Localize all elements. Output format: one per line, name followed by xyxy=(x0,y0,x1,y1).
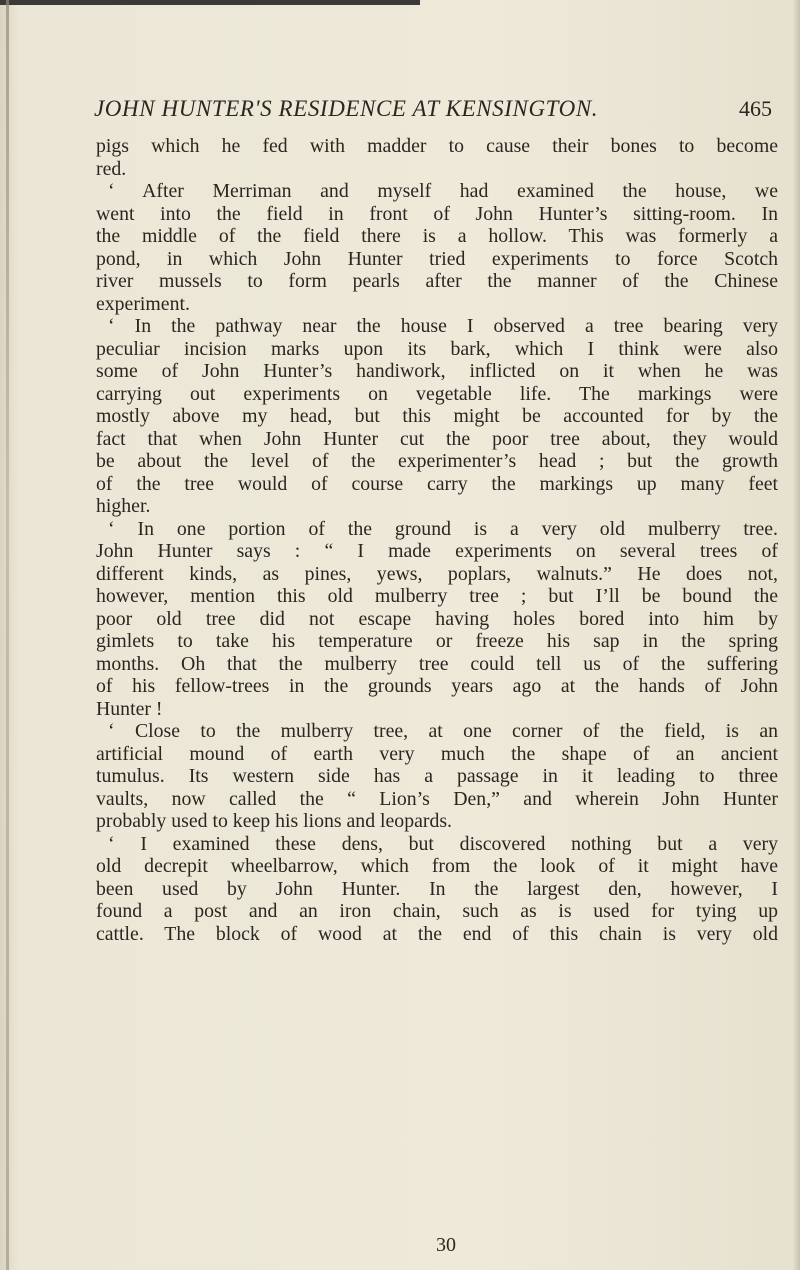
page-gutter-edge xyxy=(6,0,9,1270)
text-line: of his fellow-trees in the grounds years ago at the hands of John xyxy=(96,675,778,697)
text-line: mostly above my head, but this might be accounted for by the xyxy=(96,405,778,427)
top-border-rule xyxy=(0,0,420,5)
running-title: JOHN HUNTER'S RESIDENCE AT KENSINGTON. xyxy=(94,96,599,121)
text-line: gimlets to take his temperature or freeze his sap in the spring xyxy=(96,630,778,652)
text-line: been used by John Hunter. In the largest den, however, I xyxy=(96,877,778,900)
text-line: peculiar incision marks upon its bark, which I think were also xyxy=(96,337,778,360)
text-line: carrying out experiments on vegetable life. The markings were xyxy=(96,382,778,405)
text-line: the middle of the field there is a hollow. This was formerly a xyxy=(96,225,778,247)
page-right-edge xyxy=(794,0,800,1270)
text-line: be about the level of the experimenter’s head ; but the growth xyxy=(96,450,778,472)
text-line: ‘ In one portion of the ground is a very old mulberry tree. xyxy=(108,517,778,540)
text-line: tumulus. Its western side has a passage in it leading to three xyxy=(96,765,778,787)
text-line: experiment. xyxy=(96,292,190,315)
text-line: cattle. The block of wood at the end of this chain is very old xyxy=(96,922,778,945)
signature-mark: 30 xyxy=(436,1234,456,1256)
text-line: fact that when John Hunter cut the poor tree about, they would xyxy=(96,427,778,450)
body-text xyxy=(96,135,778,945)
text-line: went into the field in front of John Hunter’s sitting-room. In xyxy=(96,202,778,225)
text-line: ‘ After Merriman and myself had examined the house, we xyxy=(108,180,778,202)
text-line: poor old tree did not escape having holes bored into him by xyxy=(96,607,778,630)
text-line: higher. xyxy=(96,495,151,517)
text-line: Hunter ! xyxy=(96,697,163,720)
text-line: some of John Hunter’s handiwork, inflicted on it when he was xyxy=(96,360,778,382)
text-line: of the tree would of course carry the markings up many feet xyxy=(96,472,778,495)
text-line: ‘ I examined these dens, but discovered nothing but a very xyxy=(108,832,778,855)
text-line: pond, in which John Hunter tried experiments to force Scotch xyxy=(96,247,778,270)
text-line: old decrepit wheelbarrow, which from the look of it might have xyxy=(96,855,778,877)
text-line: vaults, now called the “ Lion’s Den,” and wherein John Hunter xyxy=(96,787,778,810)
text-line: however, mention this old mulberry tree ; but I’ll be bound the xyxy=(96,585,778,607)
text-line: probably used to keep his lions and leopards. xyxy=(96,810,452,832)
text-line: red. xyxy=(96,157,127,180)
text-line: different kinds, as pines, yews, poplars, walnuts.” He does not, xyxy=(96,562,778,585)
page-header xyxy=(94,96,772,126)
text-line: months. Oh that the mulberry tree could tell us of the suffering xyxy=(96,652,778,675)
page-number: 465 xyxy=(739,96,772,121)
text-line: John Hunter says : “ I made experiments on several trees of xyxy=(96,540,778,562)
text-line: found a post and an iron chain, such as is used for tying up xyxy=(96,900,778,922)
text-line: artificial mound of earth very much the shape of an ancient xyxy=(96,742,778,765)
text-line: river mussels to form pearls after the manner of the Chinese xyxy=(96,270,778,292)
text-line: ‘ In the pathway near the house I observed a tree bearing very xyxy=(108,315,778,337)
text-line: ‘ Close to the mulberry tree, at one corner of the field, is an xyxy=(108,720,778,742)
text-line: pigs which he fed with madder to cause their bones to become xyxy=(96,135,778,157)
